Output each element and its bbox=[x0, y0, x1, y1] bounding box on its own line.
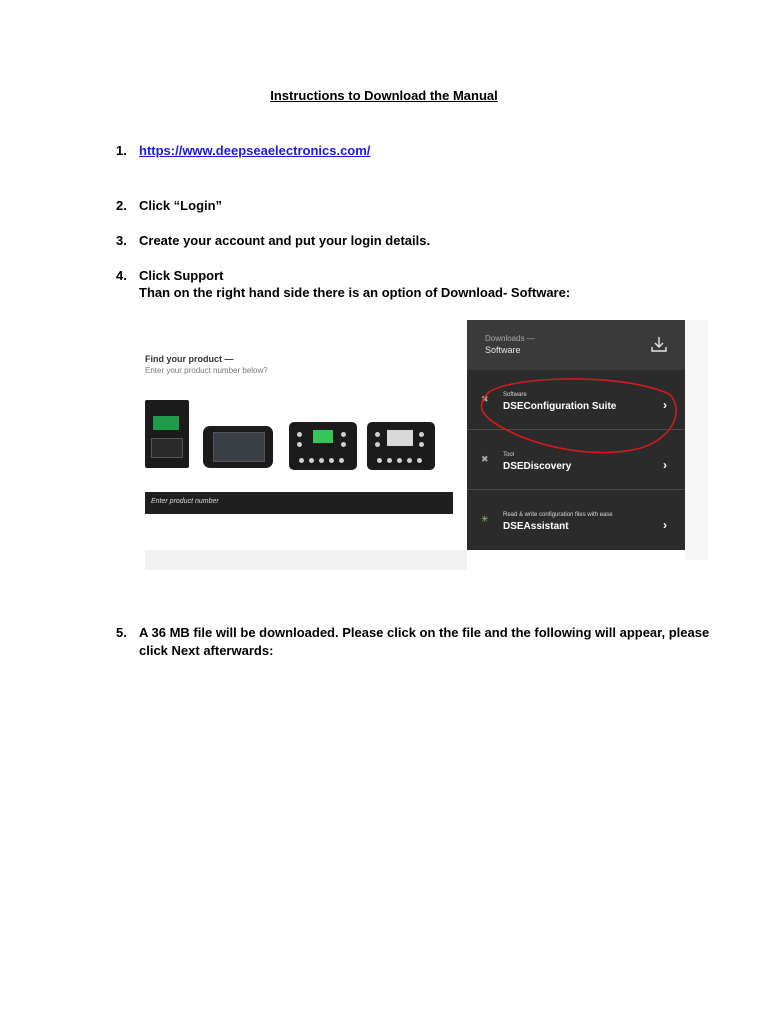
download-item-assistant[interactable] bbox=[467, 490, 685, 549]
chevron-right-icon: › bbox=[663, 518, 667, 532]
step-text: Click “Login” bbox=[139, 198, 223, 213]
chevron-right-icon: › bbox=[663, 458, 667, 472]
download-item-label: Tool bbox=[503, 452, 515, 458]
downloads-header-category: Software bbox=[485, 345, 521, 355]
product-image-controller-green bbox=[289, 422, 357, 470]
step-number: 1. bbox=[116, 143, 127, 158]
downloads-header bbox=[467, 320, 685, 370]
product-image-controller-grey bbox=[367, 422, 435, 470]
step-text-continued: click Next afterwards: bbox=[139, 643, 274, 658]
step-number: 5. bbox=[116, 625, 127, 640]
product-number-placeholder: Enter product number bbox=[151, 498, 219, 505]
download-item-name: DSEConfiguration Suite bbox=[503, 401, 617, 412]
document-title: Instructions to Download the Manual bbox=[270, 88, 498, 103]
tools-icon: ✖ bbox=[481, 394, 489, 404]
page-footer-band bbox=[145, 550, 467, 570]
website-link[interactable]: https://www.deepseaelectronics.com/ bbox=[139, 143, 371, 158]
downloads-panel bbox=[467, 320, 685, 550]
sparkle-icon: ✳ bbox=[481, 514, 489, 524]
find-product-title: Find your product — bbox=[145, 354, 234, 364]
download-item-name: DSEAssistant bbox=[503, 521, 569, 532]
page-edge bbox=[685, 320, 708, 560]
product-number-input[interactable] bbox=[145, 492, 453, 514]
step-text: A 36 MB file will be downloaded. Please click on the file and the following will appear, please bbox=[139, 625, 710, 640]
step-number: 3. bbox=[116, 233, 127, 248]
step-number: 4. bbox=[116, 268, 127, 283]
tools-icon: ✖ bbox=[481, 454, 489, 464]
download-item-label: Read & write configuration files with ease bbox=[503, 512, 613, 518]
step-text-continued: Than on the right hand side there is an option of Download- Software: bbox=[139, 285, 571, 300]
chevron-right-icon: › bbox=[663, 398, 667, 412]
download-item-name: DSEDiscovery bbox=[503, 461, 572, 472]
step-number: 2. bbox=[116, 198, 127, 213]
highlight-circle-annotation bbox=[473, 376, 677, 454]
download-item-label: Software bbox=[503, 392, 527, 398]
find-product-subtitle: Enter your product number below? bbox=[145, 366, 268, 375]
step-text: Click Support bbox=[139, 268, 224, 283]
product-image-touchscreen bbox=[203, 426, 273, 468]
downloads-header-label: Downloads — bbox=[485, 334, 535, 343]
step-text: Create your account and put your login details. bbox=[139, 233, 431, 248]
website-screenshot bbox=[145, 320, 708, 570]
download-icon[interactable] bbox=[649, 334, 669, 354]
product-image-controller-tall bbox=[145, 400, 189, 468]
